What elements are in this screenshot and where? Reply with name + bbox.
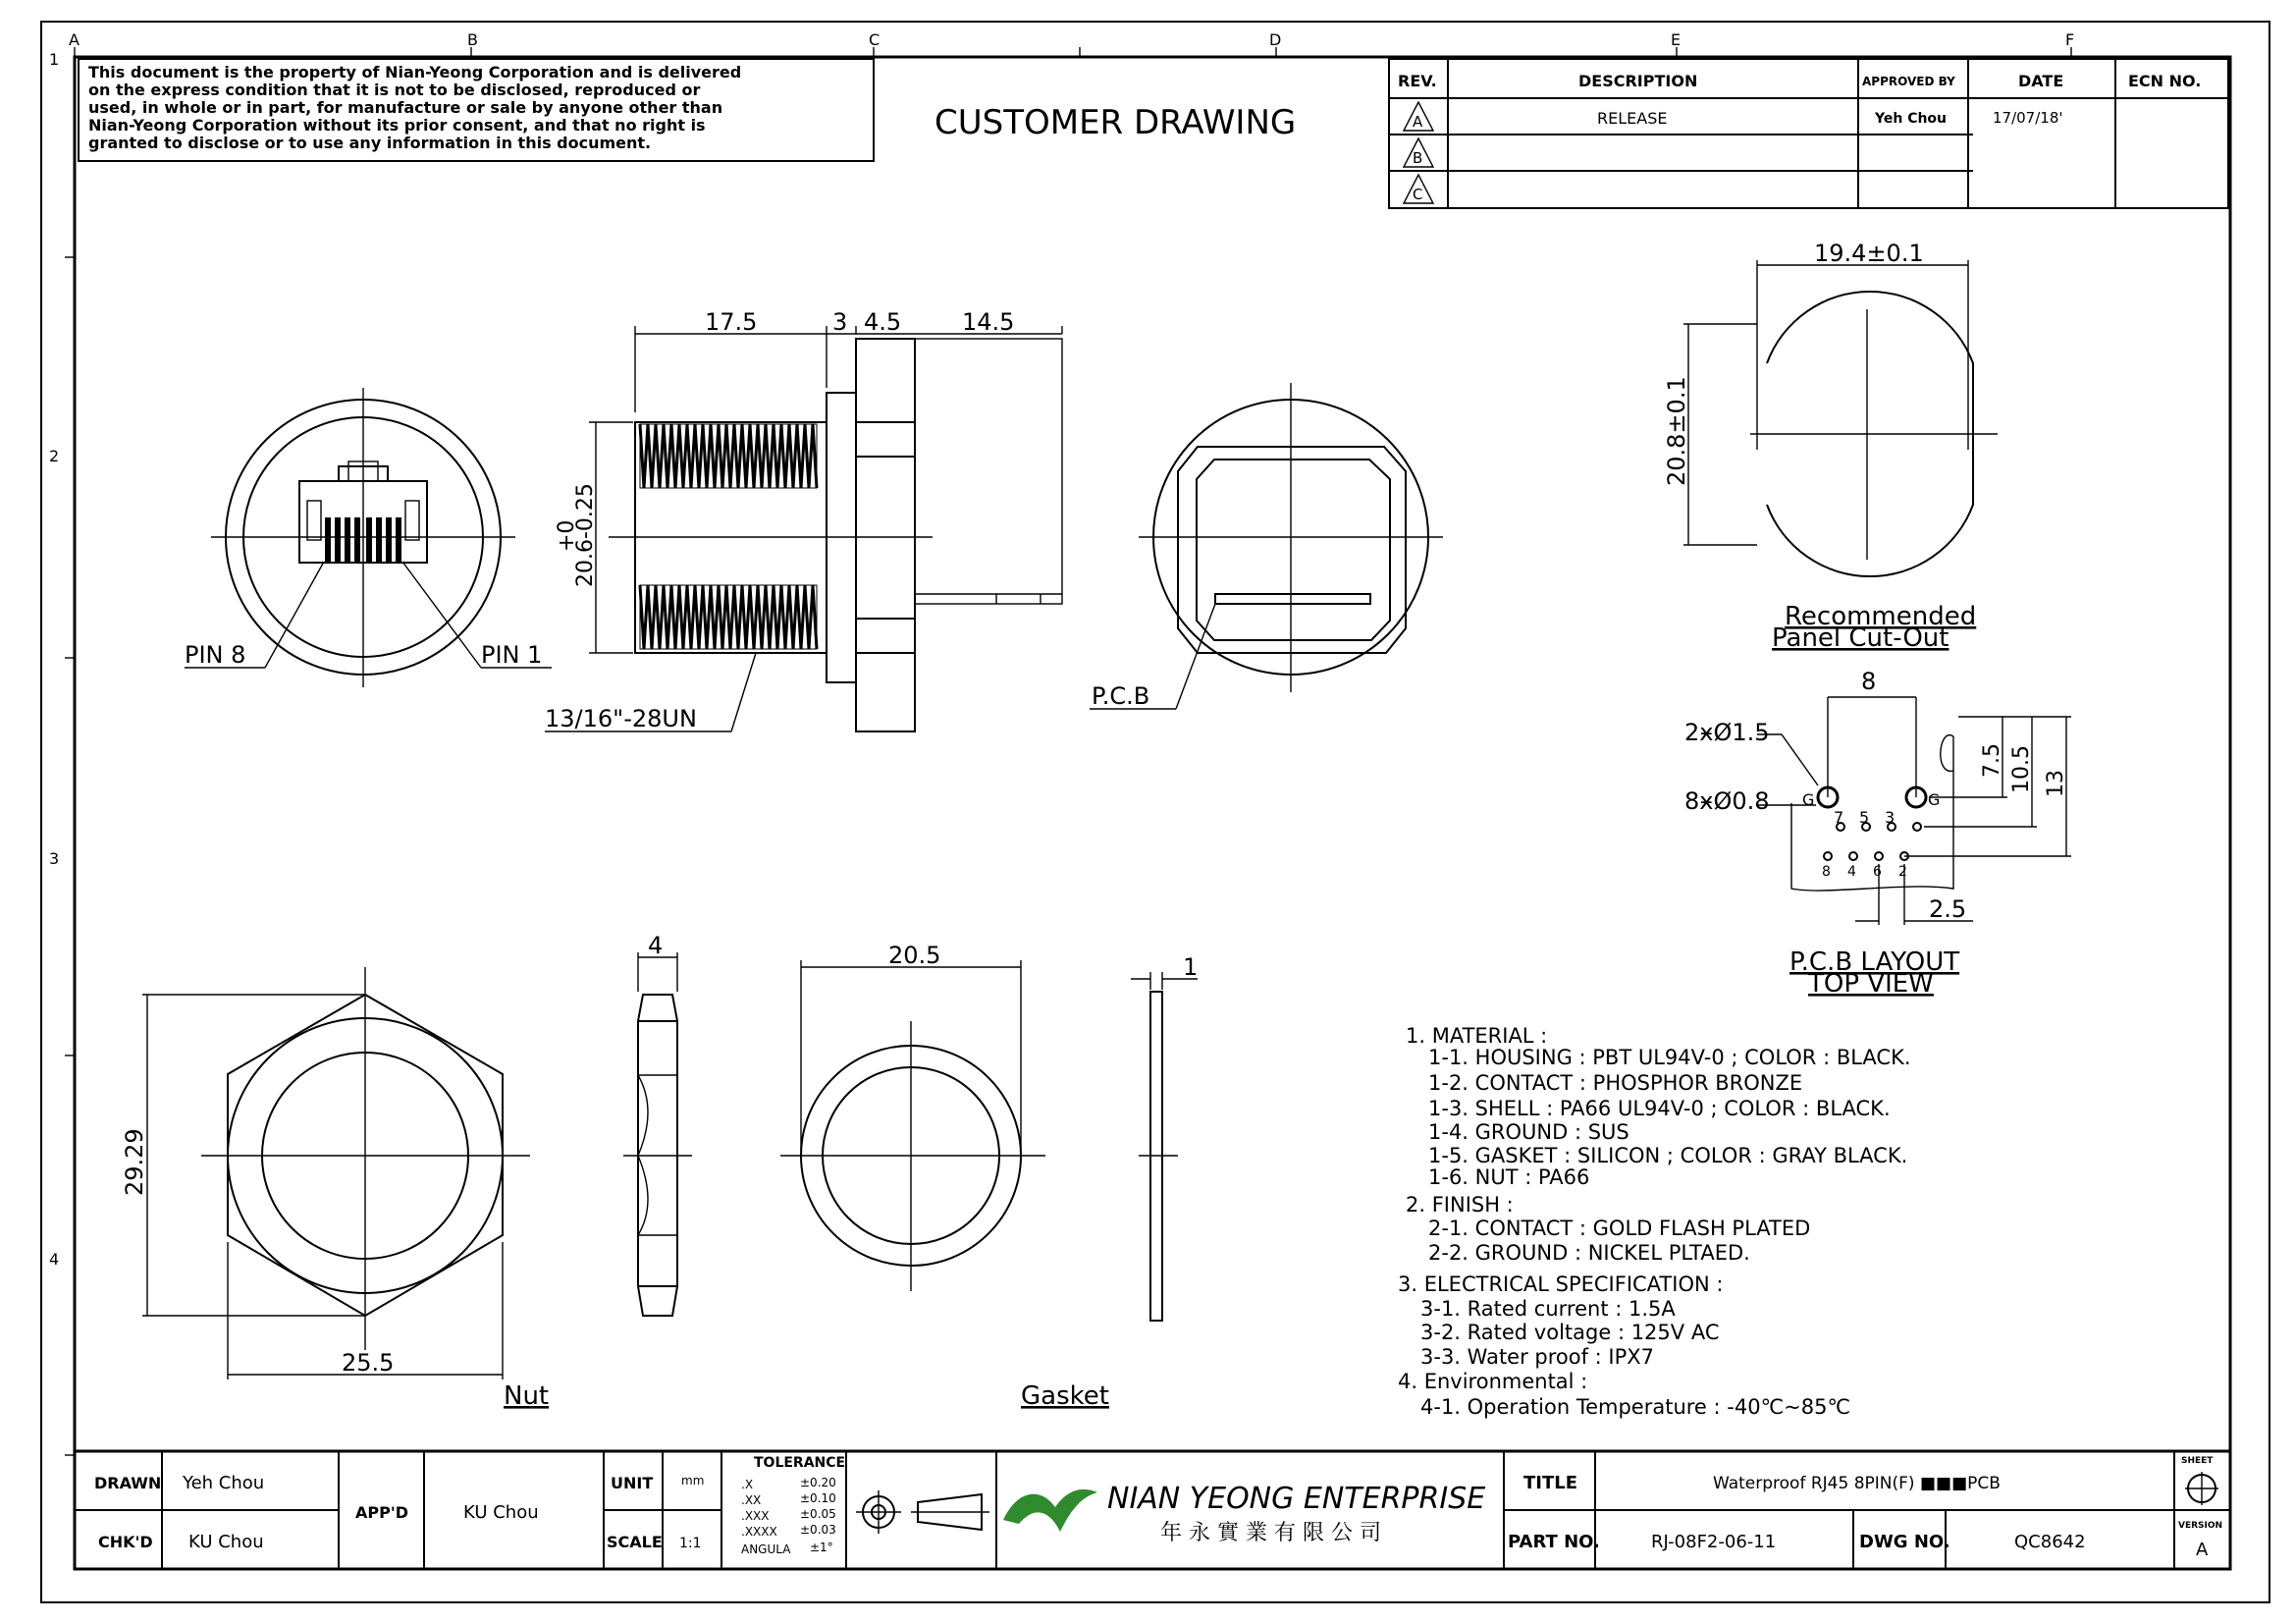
cutout-width: 19.4±0.1 bbox=[1814, 240, 1924, 267]
company-logo-icon bbox=[1003, 1489, 1097, 1532]
thread-bottom bbox=[640, 585, 817, 649]
chkd-label: CHK'D bbox=[98, 1533, 153, 1551]
grid-row-label: 4 bbox=[49, 1250, 60, 1269]
pcb-label: P.C.B bbox=[1092, 682, 1150, 710]
projection-symbol-icon bbox=[856, 1490, 989, 1534]
grid-col-label: F bbox=[2065, 30, 2075, 49]
title-block bbox=[75, 1451, 2230, 1569]
notice-line: granted to disclose or to use any information in this document. bbox=[88, 134, 652, 152]
note-line: 1-5. GASKET : SILICON ; COLOR : GRAY BLACK. bbox=[1428, 1144, 1908, 1167]
tol-val: ±0.20 bbox=[800, 1476, 836, 1489]
chkd-value: KU Chou bbox=[188, 1532, 264, 1552]
rev-description: RELEASE bbox=[1597, 109, 1668, 128]
unit-value: mm bbox=[681, 1474, 705, 1488]
pin8-label: PIN 8 bbox=[185, 641, 246, 669]
title-label: TITLE bbox=[1523, 1473, 1578, 1493]
unit-label: UNIT bbox=[611, 1474, 654, 1492]
note-line: 3. ELECTRICAL SPECIFICATION : bbox=[1398, 1272, 1724, 1296]
nut-height: 29.29 bbox=[121, 1128, 148, 1196]
note-line: 2. FINISH : bbox=[1406, 1193, 1514, 1217]
company-name-zh: 年 永 實 業 有 限 公 司 bbox=[1160, 1521, 1381, 1545]
pcb-layout-title-2: TOP VIEW bbox=[1808, 969, 1934, 999]
company-name-en: NIAN YEONG ENTERPRISE bbox=[1107, 1482, 1486, 1516]
rev-date: 17/07/18' bbox=[1993, 109, 2063, 127]
part-value: RJ-08F2-06-11 bbox=[1651, 1532, 1777, 1552]
rev-letter: A bbox=[1413, 113, 1423, 131]
note-line: 3-1. Rated current : 1.5A bbox=[1420, 1297, 1676, 1321]
drawn-label: DRAWN bbox=[94, 1474, 162, 1492]
gasket-diameter: 20.5 bbox=[888, 942, 941, 969]
tol-key: .XXXX bbox=[741, 1525, 777, 1539]
gasket-caption: Gasket bbox=[1021, 1381, 1109, 1411]
dim-thread-tol: +0 bbox=[555, 519, 579, 552]
version-label: VERSION bbox=[2178, 1521, 2223, 1531]
rev-header: ECN NO. bbox=[2128, 72, 2202, 90]
note-line: 1-4. GROUND : SUS bbox=[1428, 1120, 1629, 1144]
revision-table bbox=[1389, 59, 2228, 208]
grid-row-label: 3 bbox=[49, 849, 60, 868]
note-line: 4-1. Operation Temperature : -40℃~85℃ bbox=[1420, 1395, 1851, 1419]
note-line: 2-1. CONTACT : GOLD FLASH PLATED bbox=[1428, 1217, 1811, 1240]
gasket-front bbox=[780, 942, 1045, 1291]
grid-col-label: B bbox=[467, 30, 478, 49]
part-label: PART NO. bbox=[1508, 1532, 1600, 1552]
tol-val: ±0.05 bbox=[800, 1507, 836, 1521]
cutout-title-2: Panel Cut-Out bbox=[1772, 623, 1949, 653]
note-line: 1-6. NUT : PA66 bbox=[1428, 1165, 1590, 1189]
version-value: A bbox=[2196, 1540, 2209, 1560]
pin-number: 8 bbox=[1822, 864, 1831, 880]
grid-rows bbox=[49, 50, 75, 1455]
pcb-ground-holes: 2ӿØ1.5 bbox=[1684, 719, 1770, 746]
pcb-signal-holes: 8ӿØ0.8 bbox=[1684, 787, 1770, 815]
confidential-notice bbox=[79, 59, 874, 161]
rev-header: REV. bbox=[1398, 72, 1437, 90]
panel-cutout bbox=[1663, 236, 1998, 653]
drawing-title: CUSTOMER DRAWING bbox=[934, 103, 1297, 142]
pcb-pitch: 8 bbox=[1861, 668, 1877, 695]
inner-border bbox=[75, 57, 2230, 1569]
pin-number: 2 bbox=[1898, 864, 1907, 880]
cutout-title-1: Recommended bbox=[1785, 602, 1977, 631]
notice-line: This document is the property of Nian-Yeong Corporation and is delivered bbox=[88, 63, 742, 81]
dwg-value: QC8642 bbox=[2014, 1532, 2086, 1552]
note-line: 1-2. CONTACT : PHOSPHOR BRONZE bbox=[1428, 1071, 1803, 1095]
notice-line: used, in whole or in part, for manufacture or sale by anyone other than bbox=[88, 98, 723, 117]
nut-caption: Nut bbox=[504, 1381, 550, 1411]
appd-label: APP'D bbox=[355, 1503, 409, 1522]
sheet-label: SHEET bbox=[2181, 1456, 2214, 1466]
tol-val: ±0.03 bbox=[800, 1523, 836, 1537]
front-view bbox=[185, 388, 552, 687]
grid-col-label: D bbox=[1269, 30, 1282, 49]
scale-value: 1:1 bbox=[679, 1536, 702, 1551]
tol-key: .XX bbox=[741, 1493, 762, 1507]
grid-row-label: 1 bbox=[49, 50, 60, 69]
tolerance-label: TOLERANCE bbox=[754, 1455, 846, 1471]
gasket-thickness: 1 bbox=[1183, 953, 1199, 981]
gasket-side bbox=[1131, 953, 1198, 1321]
nut-width: 25.5 bbox=[342, 1349, 395, 1377]
grid-row-label: 2 bbox=[49, 447, 60, 465]
cutout-height: 20.8±0.1 bbox=[1663, 376, 1690, 486]
pcb-layout bbox=[1684, 668, 2071, 999]
note-line: 1-3. SHELL : PA66 UL94V-0 ; COLOR : BLACK. bbox=[1428, 1097, 1891, 1120]
rear-view bbox=[1090, 383, 1443, 710]
grid-col-label: A bbox=[69, 30, 80, 49]
scale-label: SCALE bbox=[607, 1533, 663, 1551]
pcb-dim-10-5: 10.5 bbox=[2009, 745, 2034, 793]
tol-val: ±0.10 bbox=[800, 1491, 836, 1505]
rev-header: DESCRIPTION bbox=[1578, 72, 1698, 90]
thread-top bbox=[640, 424, 817, 488]
rev-header: APPROVED BY bbox=[1862, 75, 1955, 88]
note-line: 4. Environmental : bbox=[1398, 1370, 1588, 1393]
tol-key: .XXX bbox=[741, 1509, 770, 1523]
thread-spec: 13/16"-28UN bbox=[545, 705, 697, 732]
dim-17-5: 17.5 bbox=[705, 308, 758, 336]
pin-number: 5 bbox=[1859, 808, 1870, 827]
pcb-layout-title-1: P.C.B LAYOUT bbox=[1789, 947, 1960, 977]
note-line: 3-2. Rated voltage : 125V AC bbox=[1420, 1321, 1720, 1344]
nut-side bbox=[623, 932, 692, 1316]
ground-mark: G bbox=[1928, 790, 1941, 809]
ground-mark: G bbox=[1802, 790, 1815, 809]
pin1-label: PIN 1 bbox=[481, 641, 543, 669]
nut-front bbox=[103, 967, 530, 1380]
dim-14-5: 14.5 bbox=[962, 308, 1015, 336]
pin-number: 6 bbox=[1873, 864, 1882, 880]
rev-letter: C bbox=[1413, 186, 1423, 203]
dim-4-5: 4.5 bbox=[864, 308, 902, 336]
pcb-dim-7-5: 7.5 bbox=[1980, 743, 2004, 778]
rev-header: DATE bbox=[2018, 72, 2064, 90]
note-line: 2-2. GROUND : NICKEL PLTAED. bbox=[1428, 1241, 1750, 1265]
dwg-label: DWG NO. bbox=[1859, 1532, 1950, 1552]
side-view bbox=[545, 308, 1062, 732]
dim-thread-dia: 20.6-0.25 bbox=[573, 483, 598, 587]
notice-line: on the express condition that it is not to be disclosed, reproduced or bbox=[88, 81, 701, 99]
drawn-value: Yeh Chou bbox=[183, 1473, 265, 1493]
note-line: 3-3. Water proof : IPX7 bbox=[1420, 1345, 1655, 1369]
pcb-dim-13: 13 bbox=[2044, 770, 2068, 797]
tol-key: .X bbox=[741, 1478, 754, 1491]
spec-notes bbox=[1398, 1024, 1911, 1419]
note-line: 1. MATERIAL : bbox=[1406, 1024, 1548, 1048]
rev-approved-by: Yeh Chou bbox=[1875, 111, 1948, 127]
appd-value: KU Chou bbox=[463, 1502, 539, 1523]
grid-col-label: C bbox=[869, 30, 881, 49]
pin-number: 7 bbox=[1834, 808, 1844, 827]
notice-line: Nian-Yeong Corporation without its prior consent, and that no right is bbox=[88, 116, 706, 135]
tol-val: ±1° bbox=[810, 1541, 833, 1554]
nut-thickness: 4 bbox=[648, 932, 664, 959]
rev-letter: B bbox=[1413, 149, 1423, 167]
pin-number: 3 bbox=[1885, 808, 1896, 827]
grid-columns bbox=[69, 30, 2074, 57]
dim-3: 3 bbox=[832, 308, 848, 336]
pin-number: 4 bbox=[1847, 864, 1856, 880]
title-value: Waterproof RJ45 8PIN(F) ■■■PCB bbox=[1713, 1474, 2001, 1493]
sheet-symbol-icon bbox=[2185, 1472, 2218, 1505]
tol-key: ANGULA bbox=[741, 1542, 791, 1556]
grid-col-label: E bbox=[1671, 30, 1682, 49]
note-line: 1-1. HOUSING : PBT UL94V-0 ; COLOR : BLACK. bbox=[1428, 1046, 1911, 1069]
pcb-dim-2-5: 2.5 bbox=[1929, 895, 1967, 923]
